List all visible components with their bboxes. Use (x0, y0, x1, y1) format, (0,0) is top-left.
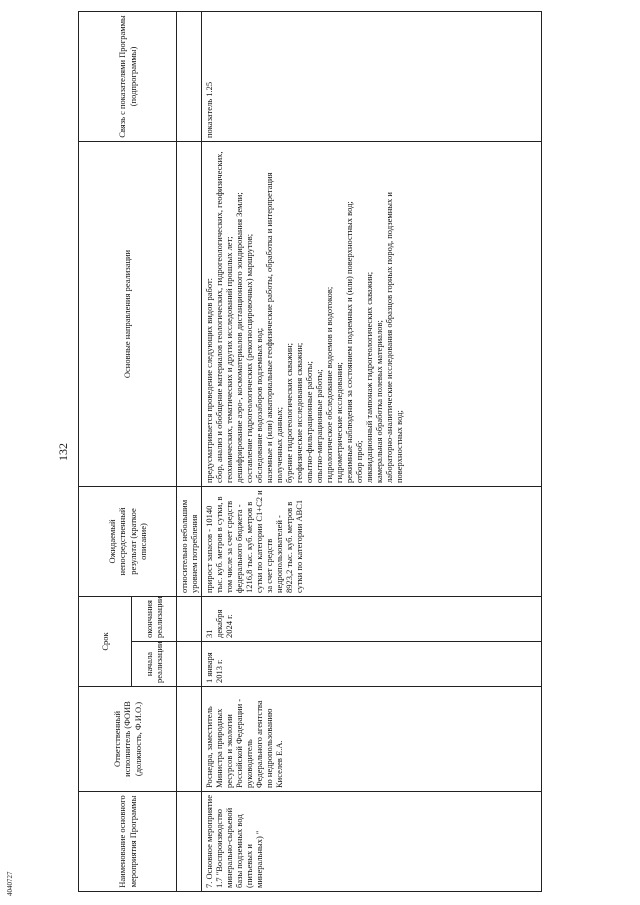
footer-code: 4040727 (6, 871, 14, 896)
direction-item: бурение гидрогеологических скважин; (284, 343, 295, 483)
row-number: 7. (204, 881, 215, 888)
page-number: 132 (56, 443, 70, 461)
direction-item: ликвидационный тампонаж гидрогеологических скважин; (364, 271, 375, 483)
direction-item: опытно-фильтрационные работы; (304, 361, 315, 483)
direction-item: сбор, анализ и обобщение материалов геологических, гидрогеологических, геофизических, геохимических, тематических и других исследований прошлых лет; (214, 151, 235, 483)
row-expected: прирост запасов - 10140 тыс. куб. метров в сутки, в том числе за счет средств федерального бюджета - 1216,8 тыс. куб. метров в сутки по категории С1+С2 и за счет средств недропользователей - 8923,2 тыс. куб. метров в сутки по категории АВС1 (202, 487, 542, 597)
direction-item: гидрометрические исследования; (334, 362, 345, 483)
direction-item: опытно-миграционные работы; (314, 369, 325, 483)
header-term-start: начала реализации (132, 642, 177, 687)
header-term: Срок (79, 597, 132, 687)
rotated-content (48, 12, 603, 892)
direction-item: предусматривается проведение следующих видов работ: (204, 277, 215, 483)
header-name: Наименование основного мероприятия Программы (79, 792, 177, 892)
direction-item: геофизические исследования скважин; (294, 342, 305, 483)
header-directions: Основные направления реализации (79, 142, 177, 487)
direction-item: дешифрирование аэро-, космоматериалов дистанционного зондирования Земли; (234, 192, 245, 483)
continuation-row (177, 12, 202, 892)
header-link: Связь с показателями Программы (подпрограммы) (79, 12, 177, 142)
row-responsible: Роснедра, заместитель Министра природных ресурсов и экологии Российской Федерации - руководитель Федерального агентства по недропользованию Киселев Е.А. (202, 687, 542, 792)
header-expected: Ожидаемый непосредственный результат (краткое описание) (79, 487, 177, 597)
direction-item: лабораторно-аналитические исследования образцов горных пород, подземных и поверхностных вод; (384, 192, 405, 483)
row-end: 31 декабря 2024 г. (202, 597, 542, 642)
row-start: 1 января 2013 г. (202, 642, 542, 687)
row-name-cell (202, 792, 542, 892)
row-directions (202, 142, 542, 487)
row-link: показатель 1.25 (202, 12, 542, 142)
directions-list (204, 145, 404, 483)
direction-item: камеральная обработка полевых материалов; (374, 320, 385, 483)
table-row (202, 12, 542, 892)
program-table (78, 11, 542, 892)
direction-item: составление гидрогеологических (рекогносцировочных) маршрутов; (244, 233, 255, 483)
continuation-expected: относительно небольшим уровнем потребления (177, 487, 202, 597)
direction-item: отбор проб; (354, 440, 365, 483)
direction-item: обследование водозаборов подземных вод; (254, 327, 265, 483)
header-responsible: Ответственный исполнитель (ФОИВ (должность, Ф.И.О.) (79, 687, 177, 792)
direction-item: режимные наблюдения за состоянием подземных и (или) поверхностных вод; (344, 201, 355, 483)
row-name: Основное мероприятие 1.7 "Воспроизводство минерально-сырьевой базы подземных вод (питьевых и минеральных) " (204, 795, 265, 888)
direction-item: наземные и (или) акваториальные геофизические работы, обработка и интерпретация полученных данных; (264, 172, 285, 483)
header-term-end: окончания реализации (132, 597, 177, 642)
direction-item: гидрологическое обследование водоемов и водотоков; (324, 286, 335, 483)
